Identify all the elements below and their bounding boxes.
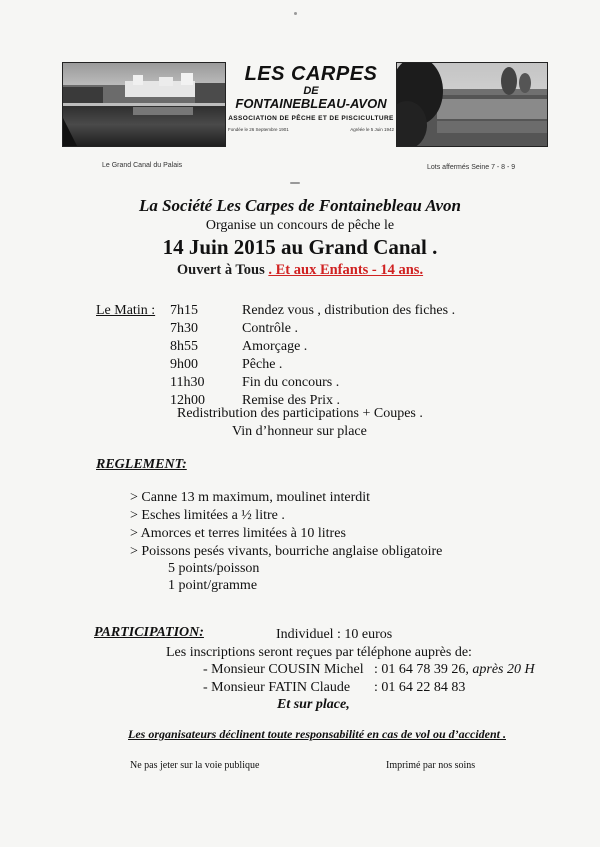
reglement-heading: REGLEMENT: <box>96 457 187 472</box>
schedule-activity: Contrôle . <box>242 321 298 336</box>
schedule-time: 7h15 <box>170 303 198 318</box>
rule-item: > Canne 13 m maximum, moulinet interdit <box>130 490 371 505</box>
footer-left: Ne pas jeter sur la voie publique <box>130 760 260 771</box>
disclaimer: Les organisateurs déclinent toute responsabilité en cas de vol ou d’accident . <box>128 727 506 741</box>
approved-date: Agréée le 5 Juin 1942 <box>350 127 394 132</box>
contact-phone-number: : 01 64 78 39 26, <box>374 662 469 677</box>
sur-place-line: Et sur place, <box>277 697 350 712</box>
divider-mark <box>290 182 300 184</box>
schedule-activity: Amorçage . <box>242 339 308 354</box>
points-item: 1 point/gramme <box>168 578 258 593</box>
logo-town: FONTAINEBLEAU-AVON <box>235 96 387 111</box>
logo-dates <box>228 127 394 132</box>
contact-name: - Monsieur FATIN Claude <box>203 680 351 695</box>
inscriptions-line: Les inscriptions seront reçues par téléphone auprès de: <box>166 645 472 660</box>
association-logo <box>228 64 394 132</box>
logo-de: DE <box>303 85 319 97</box>
schedule-activity: Fin du concours . <box>242 375 340 390</box>
open-all: Ouvert à Tous <box>176 262 265 278</box>
redistribution-line: Redistribution des participations + Coupes . <box>177 406 423 421</box>
grand-canal-photo <box>62 62 226 147</box>
society-name: La Société Les Carpes de Fontainebleau Avon <box>138 196 462 215</box>
vin-honneur-line: Vin d’honneur sur place <box>232 424 367 439</box>
contact-phone <box>374 662 535 678</box>
schedule-time: 7h30 <box>170 321 198 336</box>
schedule-time: 9h00 <box>170 357 198 372</box>
rule-item: > Poissons pesés vivants, bourriche anglaise obligatoire <box>130 544 443 559</box>
speck-mark <box>294 12 297 15</box>
individual-price: Individuel : 10 euros <box>276 627 393 642</box>
schedule-time: 12h00 <box>170 393 205 408</box>
photo-caption-left: Le Grand Canal du Palais <box>102 162 183 169</box>
schedule-label: Le Matin : <box>96 303 156 318</box>
participation-heading: PARTICIPATION: <box>94 625 204 640</box>
logo-subtitle: ASSOCIATION DE PÊCHE ET DE PISCICULTURE <box>228 115 394 122</box>
contact-name: - Monsieur COUSIN Michel <box>203 662 364 677</box>
photo-caption-right: Lots affermés Seine 7 - 8 - 9 <box>427 164 516 171</box>
footer-right: Imprimé par nos soins <box>386 760 476 771</box>
rule-item: > Amorces et terres limitées à 10 litres <box>130 526 346 541</box>
schedule-time: 11h30 <box>170 375 205 390</box>
schedule-activity: Remise des Prix . <box>242 393 340 408</box>
schedule-time: 8h55 <box>170 339 198 354</box>
founded-date: Fondée le 26 Septembre 1901 <box>228 127 289 132</box>
seine-photo <box>396 62 548 147</box>
open-children: . Et aux Enfants - 14 ans. <box>268 262 424 278</box>
points-item: 5 points/poisson <box>168 561 260 576</box>
organise-line: Organise un concours de pêche le <box>205 218 395 233</box>
contact-phone-note: après 20 H <box>472 662 535 677</box>
event-date: 14 Juin 2015 au Grand Canal . <box>162 235 438 259</box>
schedule-activity: Pêche . <box>242 357 283 372</box>
contact-phone-number: : 01 64 22 84 83 <box>374 680 466 695</box>
logo-title: LES CARPES <box>244 63 378 85</box>
open-line <box>0 262 600 279</box>
schedule-activity: Rendez vous , distribution des fiches . <box>242 303 456 318</box>
rule-item: > Esches limitées a ½ litre . <box>130 508 285 523</box>
